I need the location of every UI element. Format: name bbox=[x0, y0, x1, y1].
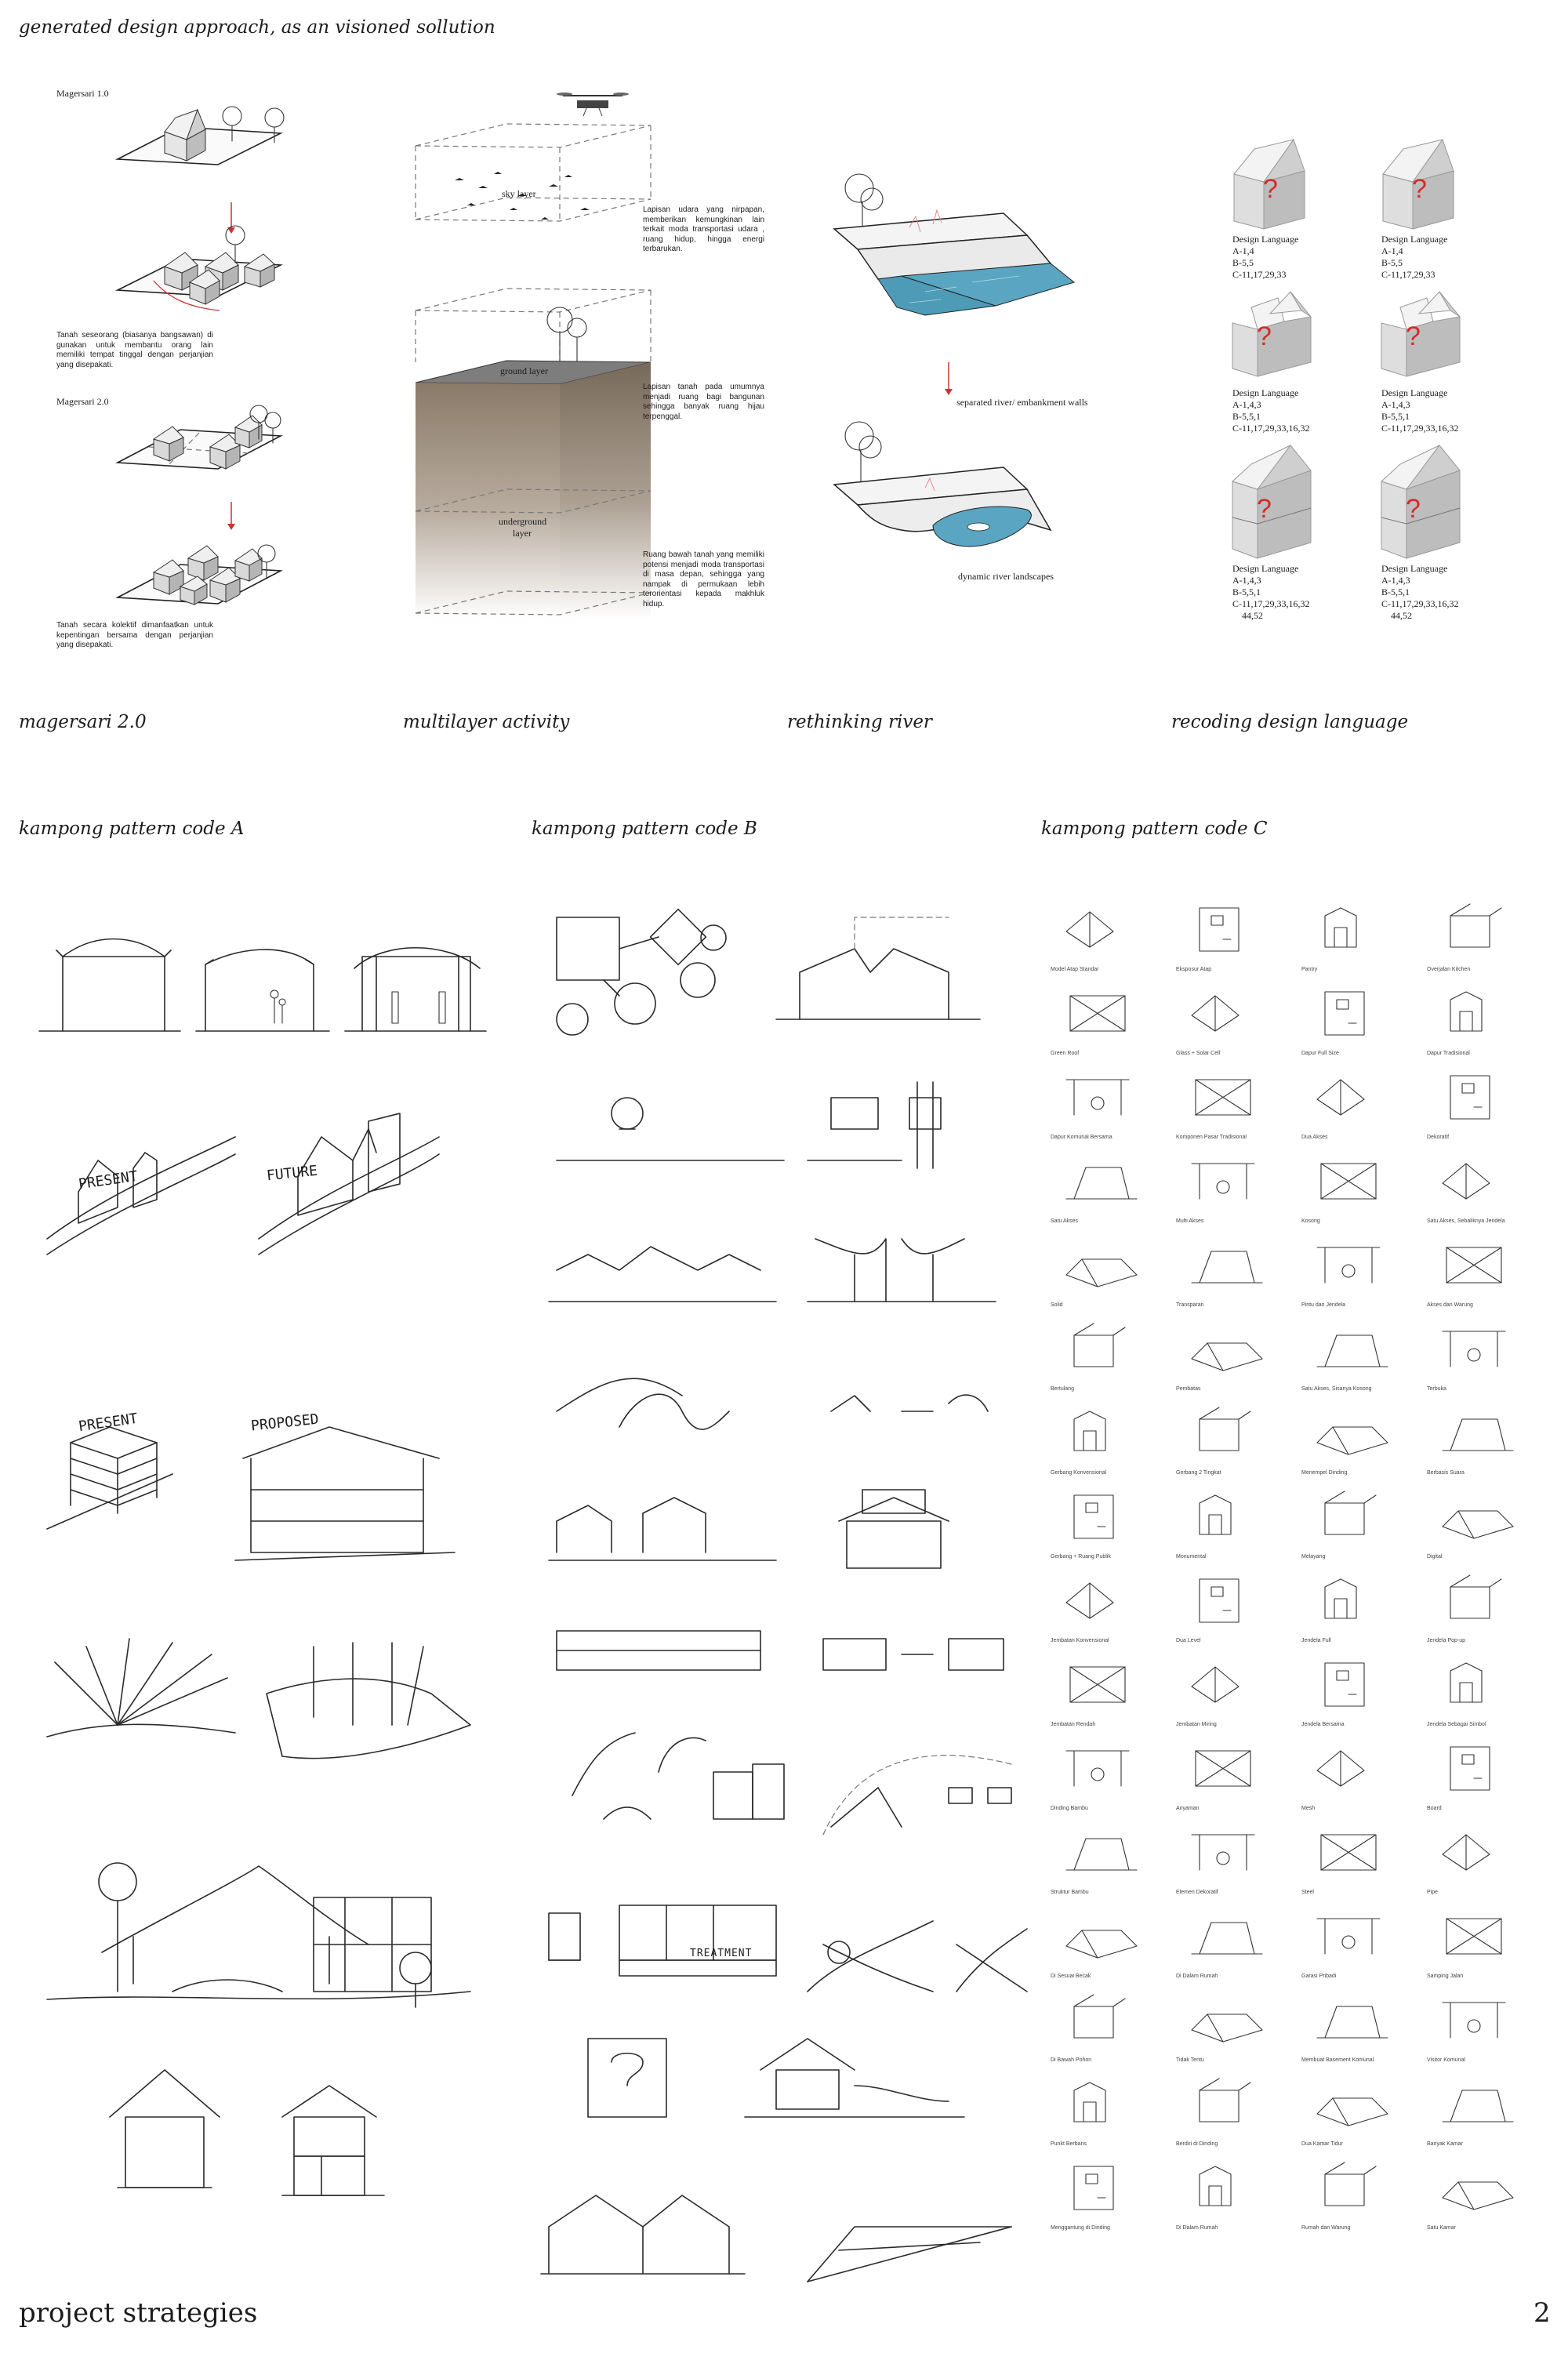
house-2-1 bbox=[1232, 292, 1311, 376]
sketch-word-future-1: FUTURE bbox=[266, 1162, 318, 1185]
pattern-c-sketch bbox=[1176, 1571, 1278, 1630]
pattern-title-a: kampong pattern code A bbox=[19, 819, 245, 839]
pattern-c-item bbox=[1301, 1655, 1427, 1739]
section-label-multilayer: multilayer activity bbox=[403, 712, 570, 732]
pattern-c-item bbox=[1301, 1068, 1427, 1152]
pattern-c-sketch bbox=[1301, 2159, 1403, 2217]
pattern-c-item bbox=[1427, 1152, 1552, 1236]
pattern-c-item bbox=[1301, 1403, 1427, 1487]
magersari-v2-label: Magersari 2.0 bbox=[56, 396, 109, 407]
pattern-c-item bbox=[1427, 1403, 1552, 1487]
sketch-word-present-1: PRESENT bbox=[77, 1167, 139, 1193]
pattern-c-sketch bbox=[1176, 2159, 1278, 2217]
pattern-c-sketch bbox=[1301, 1403, 1403, 1462]
section-label-design-language: recoding design language bbox=[1171, 712, 1409, 732]
pattern-c-item bbox=[1176, 984, 1301, 1068]
pattern-c-sketch bbox=[1176, 1907, 1278, 1966]
pattern-c-sketch bbox=[1051, 1823, 1152, 1882]
pattern-c-item bbox=[1176, 1823, 1301, 1907]
pattern-c-sketch bbox=[1176, 1152, 1278, 1211]
footer-page-number: 2 bbox=[1534, 2297, 1551, 2329]
pattern-c-item-label: Di Dalam Rumah bbox=[1176, 2225, 1218, 2231]
river-dynamic-label: dynamic river landscapes bbox=[958, 571, 1054, 582]
pattern-c-item bbox=[1051, 2075, 1176, 2159]
pattern-c-item bbox=[1051, 1236, 1176, 1320]
pattern-c-item bbox=[1051, 1739, 1176, 1823]
sketch-word-treatment: TREATMENT bbox=[690, 1948, 753, 1959]
pattern-c-sketch bbox=[1176, 1236, 1278, 1295]
section-label-river: rethinking river bbox=[787, 712, 932, 732]
question-mark-3: ? bbox=[1257, 321, 1272, 351]
pattern-c-sketch bbox=[1051, 984, 1152, 1043]
pattern-c-item bbox=[1051, 1403, 1176, 1487]
design-language-block-4: Design Language A-1,4,3 B-5,5,1 C-11,17,29,33,16,32 bbox=[1381, 387, 1459, 434]
pattern-c-item bbox=[1427, 1320, 1552, 1403]
pattern-c-sketch bbox=[1427, 1487, 1529, 1546]
pattern-c-item-label: Jendela Sebagai Simbol bbox=[1427, 1722, 1486, 1727]
pattern-c-item-label: Gerbang Konvensional bbox=[1051, 1470, 1107, 1476]
pattern-c-item-label: Satu Akses, Sebaliknya Jendela bbox=[1427, 1218, 1505, 1224]
question-mark-4: ? bbox=[1406, 321, 1421, 351]
pattern-c-item-label: Jembatan Miring bbox=[1176, 1722, 1217, 1727]
pattern-c-sketch bbox=[1301, 1068, 1403, 1127]
pattern-c-item-label: Tidak Tentu bbox=[1176, 2057, 1204, 2063]
footer-title: project strategies bbox=[19, 2297, 258, 2329]
pattern-c-item bbox=[1427, 2159, 1552, 2242]
pattern-c-item-label: Elemen Dekoratif bbox=[1176, 1890, 1218, 1895]
pattern-c-sketch bbox=[1176, 1320, 1278, 1378]
pattern-c-sketch bbox=[1176, 1068, 1278, 1127]
pattern-c-sketch bbox=[1427, 1320, 1529, 1378]
pattern-c-sketch bbox=[1301, 1823, 1403, 1882]
pattern-c-item-label: Pantry bbox=[1301, 967, 1318, 972]
pattern-c-item bbox=[1176, 1907, 1301, 1991]
pattern-c-item bbox=[1427, 900, 1552, 984]
pattern-c-item bbox=[1427, 1739, 1552, 1823]
pattern-c-sketch bbox=[1301, 984, 1403, 1043]
pattern-c-sketch bbox=[1051, 1991, 1152, 2050]
pattern-c-item-label: Dapur Komunal Bersama bbox=[1051, 1135, 1112, 1140]
pattern-c-sketch bbox=[1051, 1655, 1152, 1714]
pattern-c-sketch bbox=[1051, 2075, 1152, 2133]
pattern-c-item-label: Bertulang bbox=[1051, 1386, 1074, 1392]
pattern-c-item-label: Rumah dan Warung bbox=[1301, 2225, 1351, 2231]
pattern-c-item-label: Gerbang + Ruang Publik bbox=[1051, 1554, 1111, 1560]
pattern-c-item-label: Samping Jalan bbox=[1427, 1974, 1464, 1979]
pattern-c-item-label: Dua Kamar Tidur bbox=[1301, 2141, 1343, 2147]
pattern-c-item bbox=[1427, 1236, 1552, 1320]
pattern-title-c: kampong pattern code C bbox=[1041, 819, 1268, 839]
pattern-c-sketch bbox=[1301, 1320, 1403, 1378]
design-language-block-6: Design Language A-1,4,3 B-5,5,1 C-11,17,29,33,16,32 44,52 bbox=[1381, 563, 1459, 621]
pattern-c-item-label: Eksposur Atap bbox=[1176, 967, 1212, 972]
pattern-c-item-label: Di Bawah Pohon bbox=[1051, 2057, 1092, 2063]
house-3-2 bbox=[1381, 445, 1460, 558]
pattern-c-item-label: Dinding Bambu bbox=[1051, 1806, 1088, 1811]
pattern-c-item bbox=[1176, 1236, 1301, 1320]
pattern-c-grid bbox=[1051, 900, 1552, 2249]
pattern-c-sketch bbox=[1427, 1739, 1529, 1798]
pattern-c-item-label: Struktur Bambu bbox=[1051, 1890, 1089, 1895]
pattern-c-sketch bbox=[1051, 1739, 1152, 1798]
pattern-c-item bbox=[1176, 1655, 1301, 1739]
pattern-c-item bbox=[1051, 1823, 1176, 1907]
sketch-word-proposed: PROPOSED bbox=[250, 1411, 320, 1435]
pattern-c-sketch bbox=[1427, 984, 1529, 1043]
pattern-c-item bbox=[1051, 1320, 1176, 1403]
pattern-c-item-label: Gerbang 2 Tingkat bbox=[1176, 1470, 1221, 1476]
pattern-c-item bbox=[1301, 1823, 1427, 1907]
pattern-c-sketch bbox=[1427, 1236, 1529, 1295]
pattern-c-sketch bbox=[1176, 1487, 1278, 1546]
pattern-c-item-label: Monumental bbox=[1176, 1554, 1207, 1560]
pattern-c-item bbox=[1301, 1991, 1427, 2075]
pattern-c-item bbox=[1427, 2075, 1552, 2159]
pattern-c-item-label: Garasi Pribadi bbox=[1301, 1974, 1337, 1979]
pattern-c-item-label: Membuat Basement Komunal bbox=[1301, 2057, 1374, 2063]
pattern-c-sketch bbox=[1427, 1571, 1529, 1630]
pattern-c-sketch bbox=[1301, 1571, 1403, 1630]
pattern-c-sketch bbox=[1051, 1487, 1152, 1546]
question-mark-2: ? bbox=[1412, 174, 1427, 204]
pattern-c-item bbox=[1051, 1068, 1176, 1152]
pattern-c-item-label: Model Atap Standar bbox=[1051, 967, 1099, 972]
pattern-c-item bbox=[1051, 1152, 1176, 1236]
pattern-c-item-label: Akses dan Warung bbox=[1427, 1302, 1473, 1308]
pattern-c-item-label: Transparan bbox=[1176, 1302, 1204, 1308]
pattern-c-item-label: Digital bbox=[1427, 1554, 1443, 1560]
pattern-c-item-label: Jembatan Konvensional bbox=[1051, 1638, 1109, 1643]
sketch-word-present-2: PRESENT bbox=[77, 1410, 139, 1436]
pattern-c-item-label: Board bbox=[1427, 1806, 1442, 1811]
pattern-c-sketch bbox=[1051, 1068, 1152, 1127]
pattern-c-item-label: Satu Kamar bbox=[1427, 2225, 1456, 2231]
pattern-c-sketch bbox=[1051, 1907, 1152, 1966]
pattern-c-sketch bbox=[1301, 2075, 1403, 2133]
pattern-c-item-label: Multi Akses bbox=[1176, 1218, 1204, 1224]
pattern-c-item-label: Kosong bbox=[1301, 1218, 1320, 1224]
pattern-c-item-label: Terbuka bbox=[1427, 1386, 1446, 1392]
pattern-c-sketch bbox=[1051, 2159, 1152, 2217]
pattern-c-item bbox=[1176, 1991, 1301, 2075]
pattern-c-sketch bbox=[1301, 1907, 1403, 1966]
pattern-c-item bbox=[1176, 1739, 1301, 1823]
pattern-c-item bbox=[1427, 984, 1552, 1068]
pattern-c-sketch bbox=[1301, 900, 1403, 959]
pattern-c-item-label: Dua Akses bbox=[1301, 1135, 1328, 1140]
page-header-title: generated design approach, as an visioned sollution bbox=[19, 17, 495, 38]
pattern-c-sketch bbox=[1427, 1152, 1529, 1211]
pattern-c-item-label: Berdiri di Dinding bbox=[1176, 2141, 1218, 2147]
house-3-1 bbox=[1232, 445, 1311, 558]
pattern-c-sketch bbox=[1301, 1991, 1403, 2050]
pattern-c-item bbox=[1051, 1487, 1176, 1571]
pattern-c-item bbox=[1176, 1320, 1301, 1403]
river-separated-label: separated river/ embankment walls bbox=[956, 397, 1088, 408]
pattern-c-item-label: Punkt Berbaris bbox=[1051, 2141, 1087, 2147]
design-language-block-3: Design Language A-1,4,3 B-5,5,1 C-11,17,29,33,16,32 bbox=[1232, 387, 1310, 434]
pattern-c-item bbox=[1176, 1571, 1301, 1655]
pattern-c-item bbox=[1176, 1487, 1301, 1571]
magersari-v2-text: Tanah secara kolektif dimanfaatkan untuk kepentingan bersama dengan perjanjian yang disepakati. bbox=[56, 621, 213, 649]
pattern-c-sketch bbox=[1051, 1571, 1152, 1630]
magersari-v1-diagram bbox=[0, 0, 361, 643]
pattern-c-sketch bbox=[1176, 1739, 1278, 1798]
pattern-c-item-label: Anyaman bbox=[1176, 1806, 1200, 1811]
pattern-c-item bbox=[1176, 1152, 1301, 1236]
magersari-v1-text: Tanah seseorang (biasanya bangsawan) di gunakan untuk membantu orang lain memiliki tempat tinggal dengan perjanjian yang disepakati. bbox=[56, 331, 213, 369]
magersari-v1-label: Magersari 1.0 bbox=[56, 88, 109, 99]
pattern-c-item-label: Jendela Full bbox=[1301, 1638, 1331, 1643]
pattern-c-item bbox=[1051, 1655, 1176, 1739]
pattern-c-sketch bbox=[1301, 1655, 1403, 1714]
pattern-c-item-label: Satu Akses, Sisanya Kosong bbox=[1301, 1386, 1372, 1392]
pattern-c-sketch bbox=[1301, 1739, 1403, 1798]
pattern-c-sketch bbox=[1301, 1487, 1403, 1546]
pattern-c-sketch bbox=[1427, 1655, 1529, 1714]
pattern-c-item bbox=[1427, 1571, 1552, 1655]
pattern-c-item-label: Pembatas bbox=[1176, 1386, 1201, 1392]
pattern-c-item-label: Jendela Pop-up bbox=[1427, 1638, 1466, 1643]
pattern-c-item-label: Dapur Tradisional bbox=[1427, 1051, 1470, 1056]
pattern-c-item bbox=[1427, 1823, 1552, 1907]
pattern-c-sketch bbox=[1176, 900, 1278, 959]
pattern-c-item-label: Dekoratif bbox=[1427, 1135, 1450, 1140]
design-language-block-1: Design Language A-1,4 B-5,5 C-11,17,29,33 bbox=[1232, 234, 1299, 280]
pattern-c-sketch bbox=[1176, 2075, 1278, 2133]
pattern-c-sketch bbox=[1051, 1403, 1152, 1462]
pattern-c-sketch bbox=[1427, 2075, 1529, 2133]
pattern-c-item bbox=[1051, 984, 1176, 1068]
pattern-c-item bbox=[1427, 1068, 1552, 1152]
design-language-block-2: Design Language A-1,4 B-5,5 C-11,17,29,33 bbox=[1381, 234, 1448, 280]
pattern-c-item-label: Glass + Solar Cell bbox=[1176, 1051, 1221, 1056]
pattern-c-item bbox=[1301, 984, 1427, 1068]
question-mark-5: ? bbox=[1257, 494, 1272, 524]
pattern-c-item bbox=[1427, 1487, 1552, 1571]
pattern-c-item-label: Green Roof bbox=[1051, 1051, 1080, 1056]
pattern-c-sketch bbox=[1427, 900, 1529, 959]
pattern-c-item bbox=[1301, 1739, 1427, 1823]
pattern-c-item-label: Di Dalam Rumah bbox=[1176, 1974, 1218, 1979]
pattern-c-item bbox=[1427, 1991, 1552, 2075]
pattern-c-item-label: Satu Akses bbox=[1051, 1218, 1079, 1224]
pattern-c-item-label: Pintu dan Jendela bbox=[1301, 1302, 1346, 1308]
pattern-c-item-label: Jendela Bersama bbox=[1301, 1722, 1345, 1727]
pattern-c-sketch bbox=[1051, 900, 1152, 959]
sky-layer-text: Lapisan udara yang nirpapan, memberikan kemungkinan lain terkait moda transportasi udara , ruang hidup, hingga energi terbarukan. bbox=[643, 205, 764, 253]
pattern-c-sketch bbox=[1051, 1236, 1152, 1295]
pattern-c-item bbox=[1301, 1571, 1427, 1655]
pattern-c-item-label: Dapur Full Size bbox=[1301, 1051, 1339, 1056]
pattern-c-item-label: Berbasis Suara bbox=[1427, 1470, 1465, 1476]
pattern-c-item bbox=[1176, 900, 1301, 984]
pattern-c-sketch bbox=[1051, 1320, 1152, 1378]
pattern-c-item bbox=[1176, 1068, 1301, 1152]
pattern-c-item bbox=[1301, 1236, 1427, 1320]
pattern-c-sketch bbox=[1427, 1068, 1529, 1127]
pattern-c-item-label: Menggantung di Dinding bbox=[1051, 2225, 1110, 2231]
pattern-c-sketch bbox=[1427, 1823, 1529, 1882]
pattern-c-item bbox=[1301, 1152, 1427, 1236]
ground-layer-label: ground layer bbox=[500, 365, 548, 376]
pattern-c-item bbox=[1301, 1487, 1427, 1571]
pattern-c-item-label: Mesh bbox=[1301, 1806, 1316, 1811]
pattern-c-item-label: Komponen Pasar Tradisional bbox=[1176, 1135, 1247, 1140]
pattern-c-item-label: Dua Level bbox=[1176, 1638, 1201, 1643]
ground-layer-text: Lapisan tanah pada umumnya menjadi ruang bagi bangunan sehingga banyak ruang hijau terpenggal. bbox=[643, 383, 764, 421]
pattern-c-sketch bbox=[1427, 1403, 1529, 1462]
pattern-c-sketch bbox=[1176, 1655, 1278, 1714]
design-language-block-5: Design Language A-1,4,3 B-5,5,1 C-11,17,29,33,16,32 44,52 bbox=[1232, 563, 1310, 621]
pattern-c-item bbox=[1301, 1320, 1427, 1403]
pattern-c-item-label: Di Sesuai Becak bbox=[1051, 1974, 1091, 1979]
pattern-c-item bbox=[1301, 2159, 1427, 2242]
pattern-title-b: kampong pattern code B bbox=[532, 819, 757, 839]
pattern-c-item bbox=[1301, 900, 1427, 984]
pattern-c-item bbox=[1051, 1571, 1176, 1655]
pattern-c-item-label: Pipe bbox=[1427, 1890, 1439, 1895]
pattern-c-item bbox=[1427, 1907, 1552, 1991]
pattern-c-sketch bbox=[1176, 1823, 1278, 1882]
pattern-c-item bbox=[1176, 1403, 1301, 1487]
pattern-c-item-label: Steel bbox=[1301, 1890, 1314, 1895]
pattern-c-sketch bbox=[1176, 984, 1278, 1043]
pattern-c-item-label: Jembatan Rendah bbox=[1051, 1722, 1096, 1727]
pattern-c-sketch bbox=[1301, 1152, 1403, 1211]
pattern-c-sketch bbox=[1427, 1907, 1529, 1966]
pattern-c-item bbox=[1051, 1907, 1176, 1991]
pattern-c-item bbox=[1427, 1655, 1552, 1739]
drone-icon bbox=[557, 93, 629, 116]
pattern-c-item-label: Banyak Kamar bbox=[1427, 2141, 1463, 2147]
question-mark-1: ? bbox=[1263, 174, 1278, 204]
pattern-c-sketch bbox=[1176, 1403, 1278, 1462]
pattern-c-item-label: Menempel Dinding bbox=[1301, 1470, 1348, 1476]
pattern-c-sketch bbox=[1176, 1991, 1278, 2050]
pattern-c-item bbox=[1051, 2159, 1176, 2242]
section-label-magersari: magersari 2.0 bbox=[19, 712, 147, 732]
house-2-2 bbox=[1381, 292, 1460, 376]
pattern-b-sketches bbox=[525, 862, 1027, 2211]
question-mark-6: ? bbox=[1406, 494, 1421, 524]
pattern-c-item bbox=[1176, 2159, 1301, 2242]
pattern-c-item-label: Melayang bbox=[1301, 1554, 1326, 1560]
pattern-c-item-label: Visitor Komunal bbox=[1427, 2057, 1465, 2063]
pattern-c-sketch bbox=[1301, 1236, 1403, 1295]
pattern-c-item bbox=[1301, 1907, 1427, 1991]
underground-layer-label: underground layer bbox=[499, 516, 547, 539]
sky-layer-label: sky layer bbox=[502, 188, 536, 199]
pattern-c-item bbox=[1051, 1991, 1176, 2075]
pattern-c-sketch bbox=[1427, 1991, 1529, 2050]
pattern-a-sketches bbox=[0, 862, 502, 2211]
pattern-c-item bbox=[1176, 2075, 1301, 2159]
river-diagram bbox=[815, 0, 1082, 612]
pattern-c-item bbox=[1051, 900, 1176, 984]
pattern-c-item-label: Overjalan Kitchen bbox=[1427, 967, 1471, 972]
pattern-c-sketch bbox=[1427, 2159, 1529, 2217]
pattern-c-sketch bbox=[1051, 1152, 1152, 1211]
underground-layer-text: Ruang bawah tanah yang memiliki potensi menjadi moda transportasi di masa depan, sehingga yang nampak di permukaan lebih terorientasi kepada makhluk hidup. bbox=[643, 550, 764, 608]
pattern-c-item-label: Solid bbox=[1051, 1302, 1063, 1308]
pattern-c-item bbox=[1301, 2075, 1427, 2159]
